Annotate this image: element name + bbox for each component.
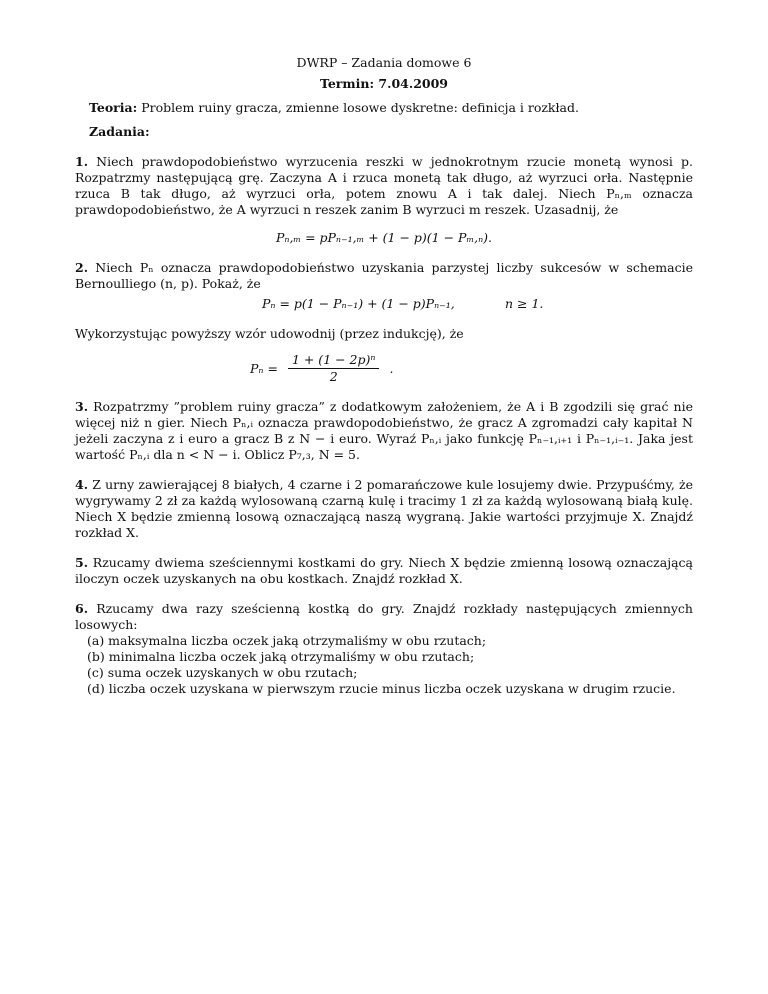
- task-number: 5.: [75, 555, 89, 570]
- task-number: 6.: [75, 601, 89, 616]
- list-item: (c) suma oczek uzyskanych w obu rzutach;: [87, 665, 358, 680]
- list-item: (d) liczba oczek uzyskana w pierwszym rzucie minus liczba oczek uzyskana w drugim rzucie.: [87, 681, 676, 696]
- task-formula: Pₙ = p(1 − Pₙ₋₁) + (1 − p)Pₙ₋₁,: [262, 296, 455, 311]
- task-number: 2.: [75, 260, 89, 275]
- task-number: 4.: [75, 477, 89, 492]
- fraction-denominator: 2: [329, 369, 338, 384]
- task-4: [75, 477, 693, 541]
- list-item: (b) minimalna liczba oczek jaką otrzymaliśmy w obu rzutach;: [87, 649, 475, 664]
- tasks-heading: Zadania:: [89, 124, 150, 139]
- task-6: [75, 601, 693, 697]
- fraction: [288, 352, 380, 385]
- task-text: Rozpatrzmy ”problem ruiny gracza” z dodatkowym założeniem, że A i B zgodzili się grać nie więcej niż n gier. Niech Pₙ,ᵢ oznacza prawdopodobieństwo, że gracz A zgromadzi cały kapitał N jeżeli zaczyna z i euro a gracz B z N − i euro. Wyraź Pₙ,ᵢ jako funkcję Pₙ₋₁,ᵢ₊₁ i Pₙ₋₁,ᵢ₋₁. Jaka jest wartość Pₙ,ᵢ dla n < N − i. Oblicz P₇,₃, N = 5.: [75, 399, 693, 462]
- theory-line: [89, 100, 693, 116]
- task-text: Z urny zawierającej 8 białych, 4 czarne i 2 pomarańczowe kule losujemy dwie. Przypuśćmy, że wygrywamy 2 zł za każdą wylosowaną czarną kulę i tracimy 1 zł za każdą wylosowaną białą kulę. Niech X będzie zmienną losową oznaczającą naszą wygraną. Jakie wartości przyjmuje X. Znajdź rozkład X.: [75, 477, 693, 540]
- task-text-continued: Wykorzystując powyższy wzór udowodnij (przez indukcję), że: [75, 326, 464, 341]
- fraction-lhs: Pₙ =: [250, 360, 278, 376]
- theory-text: Problem ruiny gracza, zmienne losowe dyskretne: definicja i rozkład.: [141, 100, 579, 115]
- task-fraction-formula: [250, 352, 693, 385]
- task-5: [75, 555, 693, 587]
- task-text: Niech Pₙ oznacza prawdopodobieństwo uzyskania parzystej liczby sukcesów w schemacie Bernoulliego (n, p). Pokaż, że: [75, 260, 693, 291]
- deadline: [75, 76, 693, 92]
- task-formula-row: [75, 296, 693, 314]
- fraction-numerator: 1 + (1 − 2p)ⁿ: [288, 352, 380, 369]
- page-title: DWRP – Zadania domowe 6: [296, 55, 472, 70]
- task-formula-condition: n ≥ 1.: [505, 296, 544, 311]
- list-item: (a) maksymalna liczba oczek jaką otrzymaliśmy w obu rzutach;: [87, 633, 487, 648]
- task-text: Rzucamy dwiema sześciennymi kostkami do gry. Niech X będzie zmienną losową oznaczającą iloczyn oczek uzyskanych na obu kostkach. Znajdź rozkład X.: [75, 555, 693, 586]
- task-text: Rzucamy dwa razy sześcienną kostką do gry. Znajdź rozkłady następujących zmiennych losowych:: [75, 601, 693, 632]
- fraction-tail: .: [389, 360, 394, 376]
- task-text: Niech prawdopodobieństwo wyrzucenia reszki w jednokrotnym rzucie monetą wynosi p. Rozpatrzmy następującą grę. Zaczyna A i rzuca monetą tak długo, aż wyrzuci orła. Następnie rzuca B tak długo, aż wyrzuci orła, potem znowu A i tak dalej. Niech Pₙ,ₘ oznacza prawdopodobieństwo, że A wyrzuci n reszek zanim B wyrzuci m reszek. Uzasadnij, że: [75, 154, 693, 217]
- deadline-date: 7.04.2009: [378, 76, 449, 91]
- task-2: [75, 260, 693, 385]
- theory-label: Teoria:: [89, 100, 138, 115]
- task-number: 3.: [75, 399, 89, 414]
- task-3: [75, 399, 693, 463]
- deadline-label: Termin:: [319, 76, 375, 91]
- document-page: [75, 55, 693, 697]
- task-number: 1.: [75, 154, 89, 169]
- task-formula: Pₙ,ₘ = pPₙ₋₁,ₘ + (1 − p)(1 − Pₘ,ₙ).: [275, 230, 493, 245]
- task-1: [75, 154, 693, 246]
